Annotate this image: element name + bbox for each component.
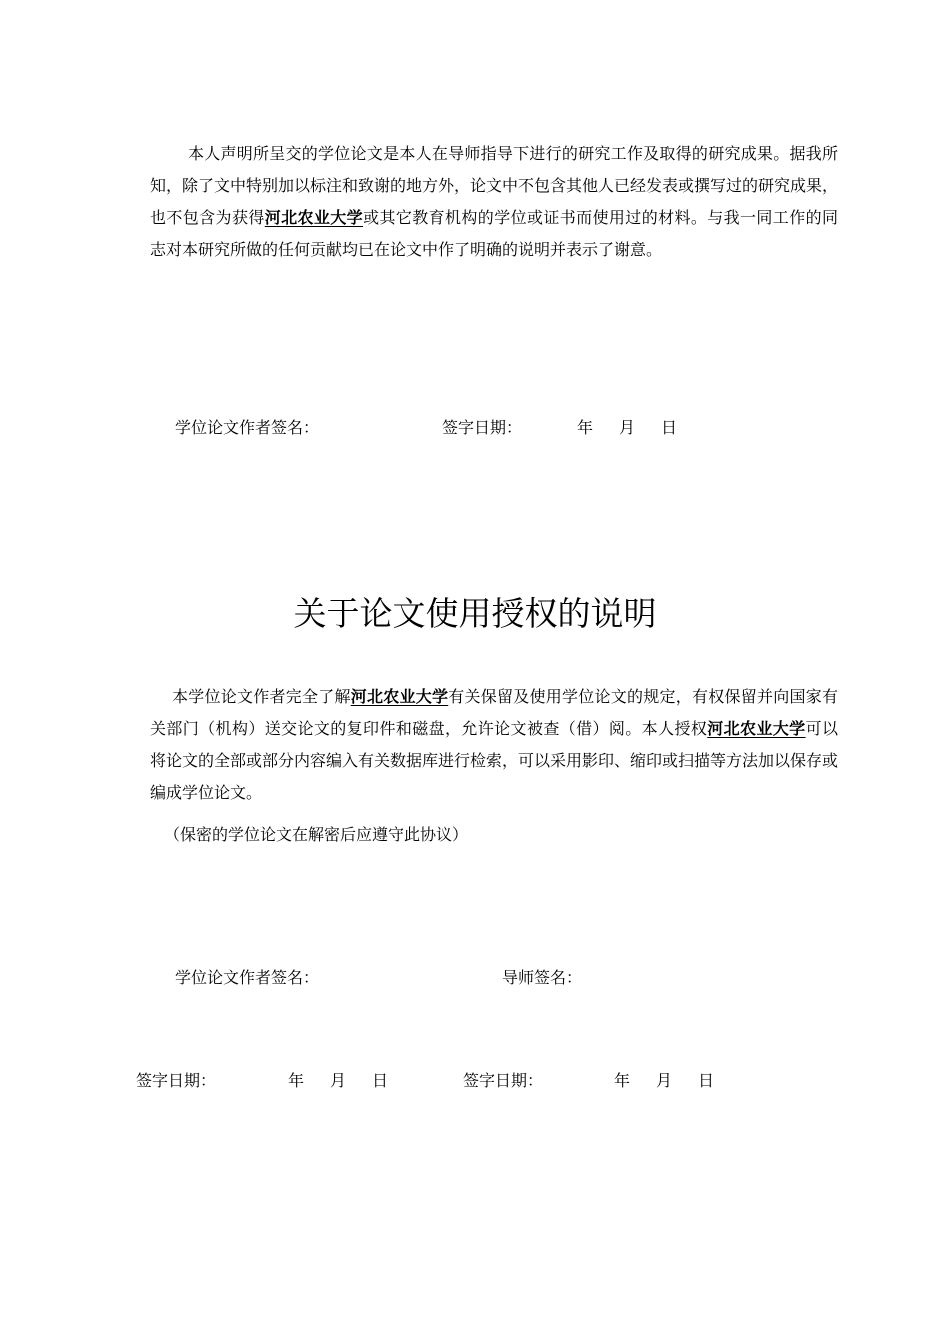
authorization-title: 关于论文使用授权的说明	[293, 594, 657, 633]
month-label: 月	[330, 1071, 347, 1090]
year-label: 年	[577, 418, 594, 437]
day-label: 日	[372, 1071, 389, 1090]
declaration-text-part2: 或其它教育机构的学位或证书而使用过的材料。与我一同工作的同志对本研究所做的任何贡献均已在论文中作了明确的说明并表示了谢意。	[150, 208, 838, 259]
authorization-text-part3: 可以将论文的全部或部分内容编入有关数据库进行检索，可以采用影印、缩印或扫描等方法加以保存或编成学位论文。	[150, 719, 839, 802]
declaration-text-part1: 本人声明所呈交的学位论文是本人在导师指导下进行的研究工作及取得的研究成果。据我所知，除了文中特别加以标注和致谢的地方外，论文中不包含其他人已经发表或撰写过的研究成果，也不包含为获得	[150, 144, 839, 227]
year-label: 年	[288, 1071, 305, 1090]
university-name: 河北农业大学	[707, 719, 806, 738]
author-signature-label: 学位论文作者签名：	[175, 418, 320, 437]
confidential-note: （保密的学位论文在解密后应遵守此协议）	[164, 825, 469, 844]
month-label: 月	[619, 418, 636, 437]
supervisor-sign-date-label: 签字日期：	[463, 1071, 544, 1090]
year-label: 年	[614, 1071, 631, 1090]
supervisor-signature-label: 导师签名：	[502, 968, 583, 987]
author-sign-date-label: 签字日期：	[136, 1071, 217, 1090]
month-label: 月	[656, 1071, 673, 1090]
originality-declaration	[150, 138, 838, 266]
authorization-statement	[150, 681, 838, 809]
authorization-text-part2: 有关保留及使用学位论文的规定，有权保留并向国家有关部门（机构）送交论文的复印件和磁盘，允许论文被查（借）阅。本人授权	[150, 687, 838, 738]
author-signature-label: 学位论文作者签名：	[175, 968, 320, 987]
university-name: 河北农业大学	[350, 687, 449, 706]
university-name: 河北农业大学	[264, 208, 364, 227]
sign-date-label: 签字日期：	[442, 418, 523, 437]
authorization-text-part1: 本学位论文作者完全了解	[172, 687, 351, 706]
day-label: 日	[661, 418, 678, 437]
day-label: 日	[698, 1071, 715, 1090]
